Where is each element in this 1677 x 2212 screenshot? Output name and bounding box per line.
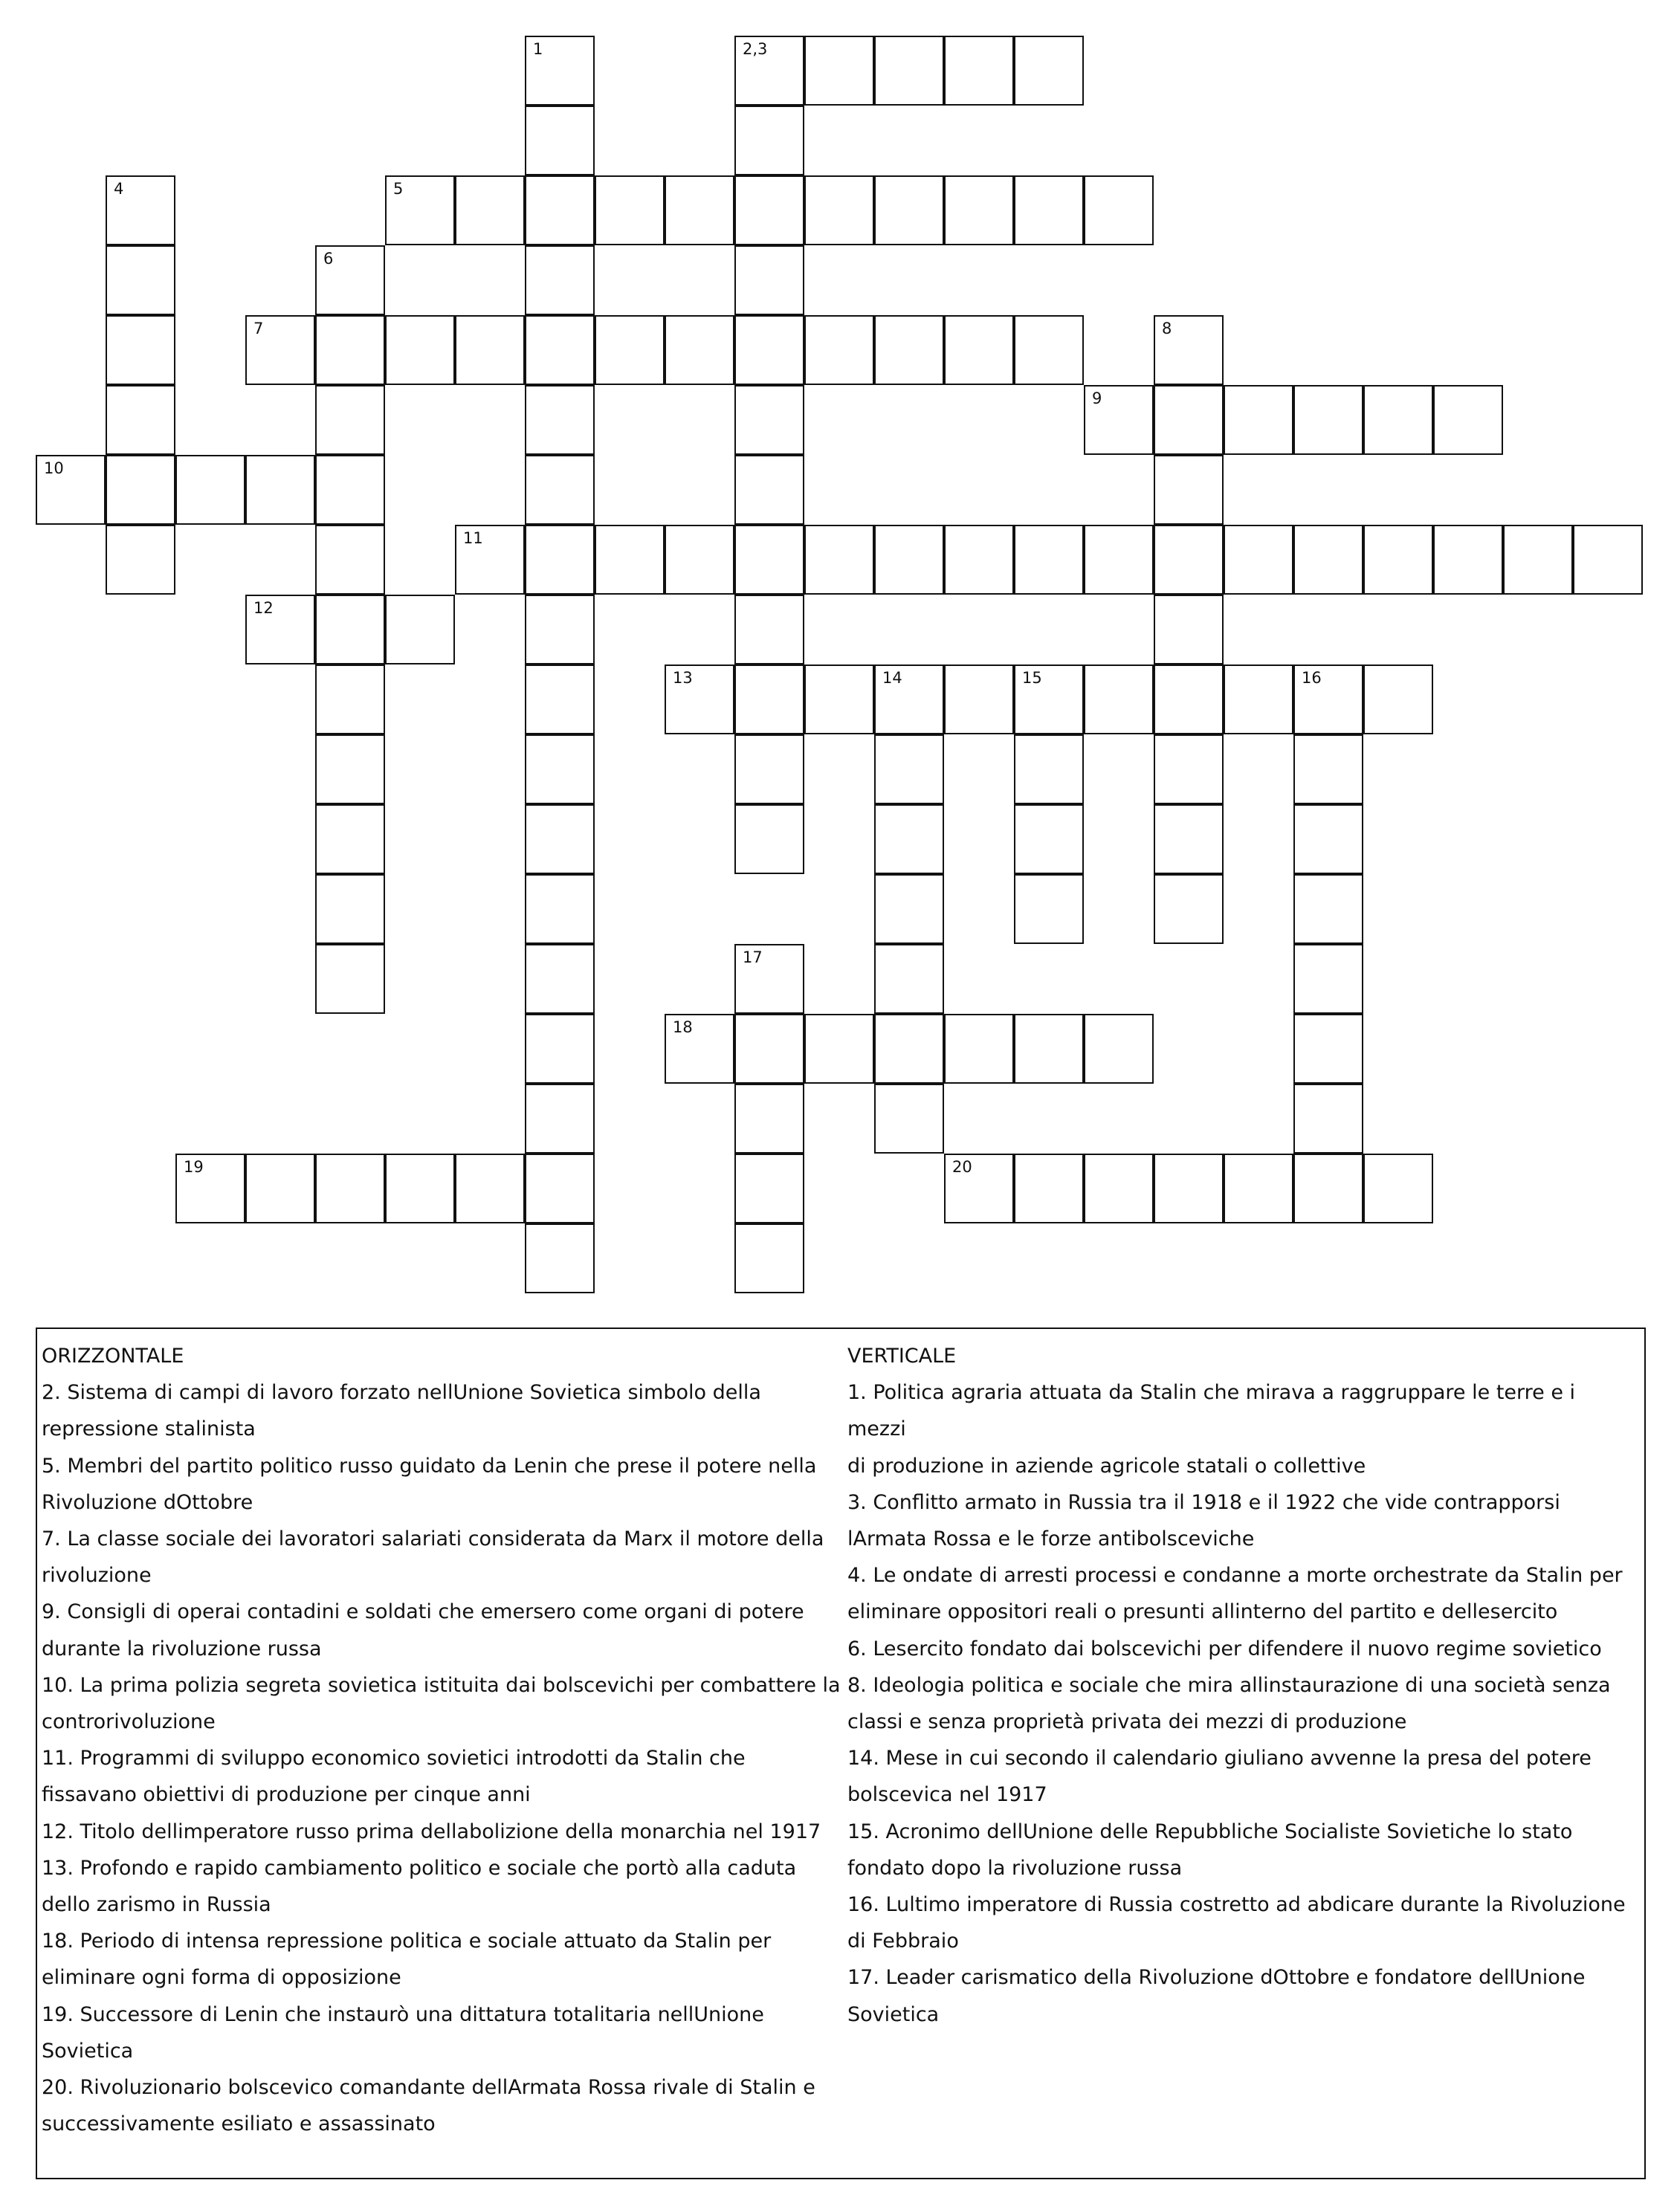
down-clue-line: Sovietica (847, 2002, 940, 2026)
grid-cell[interactable] (1224, 1154, 1293, 1223)
grid-cell[interactable] (1154, 874, 1224, 944)
down-clue-line: 17. Leader carismatico della Rivoluzione dOttobre e fondatore dellUnione (847, 1966, 1586, 1990)
down-clue-line: 16. Lultimo imperatore di Russia costretto ad abdicare durante la Rivoluzione (847, 1893, 1626, 1917)
grid-cell[interactable] (734, 106, 804, 175)
grid-cell[interactable] (175, 1154, 245, 1223)
grid-cell[interactable] (734, 664, 804, 734)
across-clue-line: 9. Consigli di operai contadini e soldati che emersero come organi di potere (42, 1600, 804, 1624)
clue-box (36, 1327, 1646, 2179)
grid-cell[interactable] (665, 525, 734, 595)
grid-cell[interactable] (455, 1154, 525, 1223)
down-clue-line: 14. Mese in cui secondo il calendario giuliano avvenne la presa del potere (847, 1747, 1592, 1770)
grid-cell[interactable] (1014, 525, 1084, 595)
clue-number: 11 (463, 529, 483, 547)
across-clue-line: 19. Successore di Lenin che instaurò una dittatura totalitaria nellUnione (42, 2002, 764, 2026)
grid-cell[interactable] (665, 315, 734, 385)
across-clue-line: 18. Periodo di intensa repressione politica e sociale attuato da Stalin per (42, 1930, 772, 1953)
grid-cell[interactable] (525, 804, 595, 874)
grid-cell[interactable] (734, 804, 804, 874)
grid-cell[interactable] (944, 1014, 1014, 1084)
grid-cell[interactable] (734, 315, 804, 385)
grid-cell[interactable] (385, 595, 455, 664)
down-clue-line: classi e senza proprietà privata dei mezzi di produzione (847, 1710, 1407, 1734)
grid-cell[interactable] (595, 175, 665, 245)
grid-cell[interactable] (315, 804, 385, 874)
grid-cell[interactable] (1084, 664, 1154, 734)
clue-number: 14 (882, 669, 902, 687)
clue-number: 2,3 (743, 40, 768, 58)
down-heading: VERTICALE (847, 1345, 957, 1368)
clue-number: 7 (253, 320, 264, 337)
grid-cell[interactable] (1293, 664, 1363, 734)
grid-cell[interactable] (1224, 525, 1293, 595)
grid-cell[interactable] (874, 525, 944, 595)
across-clue-line: rivoluzione (42, 1564, 152, 1588)
grid-cell[interactable] (245, 595, 315, 664)
grid-cell[interactable] (1293, 1084, 1363, 1154)
grid-cell[interactable] (1014, 36, 1084, 106)
grid-cell[interactable] (385, 175, 455, 245)
grid-cell[interactable] (1503, 525, 1573, 595)
grid-cell[interactable] (595, 315, 665, 385)
grid-cell[interactable] (1293, 874, 1363, 944)
grid-cell[interactable] (874, 664, 944, 734)
grid-cell[interactable] (1014, 804, 1084, 874)
down-clue-line: di Febbraio (847, 1930, 959, 1953)
grid-cell[interactable] (315, 315, 385, 385)
grid-cell[interactable] (734, 734, 804, 804)
grid-cell[interactable] (734, 455, 804, 525)
grid-cell[interactable] (1154, 664, 1224, 734)
clue-number: 12 (253, 599, 274, 617)
grid-cell[interactable] (1084, 385, 1154, 455)
grid-cell[interactable] (804, 525, 874, 595)
grid-cell[interactable] (944, 525, 1014, 595)
grid-cell[interactable] (1363, 385, 1433, 455)
grid-cell[interactable] (525, 1223, 595, 1293)
grid-cell[interactable] (1573, 525, 1643, 595)
across-clues (42, 1338, 844, 2142)
grid-cell[interactable] (1293, 944, 1363, 1014)
grid-cell[interactable] (734, 175, 804, 245)
across-clue-line: durante la rivoluzione russa (42, 1637, 322, 1660)
grid-cell[interactable] (1154, 1154, 1224, 1223)
across-clue-line: 10. La prima polizia segreta sovietica istituita dai bolscevichi per combattere la (42, 1673, 841, 1697)
across-clue-line: successivamente esiliato e assassinato (42, 2112, 436, 2136)
grid-cell[interactable] (36, 455, 106, 525)
across-clue-line: 7. La classe sociale dei lavoratori salariati considerata da Marx il motore della (42, 1527, 824, 1551)
grid-cell[interactable] (106, 245, 175, 315)
grid-cell[interactable] (525, 175, 595, 245)
across-heading: ORIZZONTALE (42, 1345, 184, 1368)
grid-cell[interactable] (734, 944, 804, 1014)
grid-cell[interactable] (1014, 874, 1084, 944)
grid-cell[interactable] (1154, 525, 1224, 595)
across-clue-line: Sovietica (42, 2039, 134, 2063)
down-clue-line: 4. Le ondate di arresti processi e condanne a morte orchestrate da Stalin per (847, 1564, 1623, 1588)
grid-cell[interactable] (245, 455, 315, 525)
grid-cell[interactable] (525, 106, 595, 175)
clue-number: 9 (1092, 389, 1102, 407)
grid-cell[interactable] (874, 1084, 944, 1154)
grid-cell[interactable] (455, 315, 525, 385)
grid-cell[interactable] (315, 734, 385, 804)
grid-cell[interactable] (1154, 804, 1224, 874)
grid-cell[interactable] (1224, 664, 1293, 734)
grid-cell[interactable] (874, 944, 944, 1014)
grid-cell[interactable] (525, 36, 595, 106)
down-clue-line: di produzione in aziende agricole statali o collettive (847, 1454, 1366, 1478)
grid-cell[interactable] (315, 944, 385, 1014)
down-clue-line: lArmata Rossa e le forze antibolsceviche (847, 1527, 1255, 1551)
grid-cell[interactable] (734, 1014, 804, 1084)
grid-cell[interactable] (315, 874, 385, 944)
down-clue-line: 3. Conflitto armato in Russia tra il 1918 e il 1922 che vide contrapporsi (847, 1490, 1560, 1514)
grid-cell[interactable] (1014, 1014, 1084, 1084)
grid-cell[interactable] (1014, 734, 1084, 804)
grid-cell[interactable] (525, 734, 595, 804)
grid-cell[interactable] (315, 385, 385, 455)
grid-cell[interactable] (315, 595, 385, 664)
across-clue-list (42, 1374, 844, 2142)
grid-cell[interactable] (525, 525, 595, 595)
grid-cell[interactable] (874, 734, 944, 804)
down-clues (847, 1338, 1638, 2033)
clue-number: 13 (673, 669, 693, 687)
grid-cell[interactable] (1293, 1154, 1363, 1223)
grid-cell[interactable] (1224, 385, 1293, 455)
grid-cell[interactable] (734, 595, 804, 664)
across-clue-line: 11. Programmi di sviluppo economico sovietici introdotti da Stalin che (42, 1747, 746, 1770)
grid-cell[interactable] (1084, 175, 1154, 245)
grid-cell[interactable] (1154, 455, 1224, 525)
grid-cell[interactable] (804, 315, 874, 385)
down-clue-line: 6. Lesercito fondato dai bolscevichi per difendere il nuovo regime sovietico (847, 1637, 1602, 1660)
grid-cell[interactable] (1293, 734, 1363, 804)
grid-cell[interactable] (944, 1154, 1014, 1223)
grid-cell[interactable] (944, 315, 1014, 385)
grid-cell[interactable] (665, 664, 734, 734)
grid-cell[interactable] (734, 1223, 804, 1293)
grid-cell[interactable] (525, 1084, 595, 1154)
grid-cell[interactable] (525, 385, 595, 455)
grid-cell[interactable] (804, 664, 874, 734)
grid-cell[interactable] (874, 36, 944, 106)
grid-cell[interactable] (804, 175, 874, 245)
across-clue-line: 12. Titolo dellimperatore russo prima dellabolizione della monarchia nel 1917 (42, 1820, 821, 1843)
grid-cell[interactable] (1293, 385, 1363, 455)
across-clue-line: eliminare ogni forma di opposizione (42, 1966, 401, 1990)
across-clue-line: 13. Profondo e rapido cambiamento politico e sociale che portò alla caduta (42, 1856, 797, 1880)
grid-cell[interactable] (874, 175, 944, 245)
grid-cell[interactable] (525, 245, 595, 315)
across-clue-line: repressione stalinista (42, 1417, 256, 1441)
grid-cell[interactable] (1363, 525, 1433, 595)
grid-cell[interactable] (804, 36, 874, 106)
grid-cell[interactable] (525, 1014, 595, 1084)
grid-cell[interactable] (245, 1154, 315, 1223)
grid-cell[interactable] (385, 1154, 455, 1223)
down-clue-line: 15. Acronimo dellUnione delle Repubbliche Socialiste Sovietiche lo stato (847, 1820, 1573, 1843)
clue-number: 8 (1162, 320, 1172, 337)
clue-number: 4 (114, 180, 124, 198)
grid-cell[interactable] (1293, 525, 1363, 595)
grid-cell[interactable] (944, 36, 1014, 106)
grid-cell[interactable] (874, 315, 944, 385)
across-clue-line: 5. Membri del partito politico russo guidato da Lenin che prese il potere nella (42, 1454, 817, 1478)
across-clue-line: fissavano obiettivi di produzione per cinque anni (42, 1783, 531, 1807)
grid-cell[interactable] (874, 874, 944, 944)
grid-cell[interactable] (1363, 1154, 1433, 1223)
grid-cell[interactable] (734, 1154, 804, 1223)
clue-number: 20 (952, 1158, 972, 1176)
grid-cell[interactable] (106, 525, 175, 595)
grid-cell[interactable] (944, 175, 1014, 245)
clue-number: 18 (673, 1018, 693, 1036)
grid-cell[interactable] (1293, 804, 1363, 874)
grid-cell[interactable] (525, 595, 595, 664)
grid-cell[interactable] (1433, 385, 1503, 455)
down-clue-line: bolscevica nel 1917 (847, 1783, 1047, 1807)
grid-cell[interactable] (525, 944, 595, 1014)
grid-cell[interactable] (1433, 525, 1503, 595)
grid-cell[interactable] (525, 664, 595, 734)
grid-cell[interactable] (315, 455, 385, 525)
clue-number: 10 (44, 459, 64, 477)
grid-cell[interactable] (1084, 525, 1154, 595)
grid-cell[interactable] (1014, 315, 1084, 385)
grid-cell[interactable] (1363, 664, 1433, 734)
grid-cell[interactable] (525, 874, 595, 944)
grid-cell[interactable] (1014, 1154, 1084, 1223)
grid-cell[interactable] (734, 1084, 804, 1154)
grid-cell[interactable] (106, 175, 175, 245)
across-clue-line: dello zarismo in Russia (42, 1893, 271, 1917)
down-clue-line: 1. Politica agraria attuata da Stalin che mirava a raggruppare le terre e i mezzi (847, 1381, 1576, 1441)
grid-cell[interactable] (734, 525, 804, 595)
grid-cell[interactable] (1084, 1014, 1154, 1084)
grid-cell[interactable] (106, 455, 175, 525)
grid-cell[interactable] (315, 245, 385, 315)
grid-cell[interactable] (525, 315, 595, 385)
grid-cell[interactable] (1154, 734, 1224, 804)
grid-cell[interactable] (315, 1154, 385, 1223)
grid-cell[interactable] (455, 525, 525, 595)
clue-number: 6 (323, 250, 334, 268)
grid-cell[interactable] (734, 245, 804, 315)
across-clue-line: controrivoluzione (42, 1710, 216, 1734)
down-clue-list (847, 1374, 1638, 2033)
down-clue-line: eliminare oppositori reali o presunti allinterno del partito e dellesercito (847, 1600, 1558, 1624)
down-clue-line: 8. Ideologia politica e sociale che mira allinstaurazione di una società senza (847, 1673, 1611, 1697)
clue-number: 19 (184, 1158, 204, 1176)
grid-cell[interactable] (1154, 595, 1224, 664)
clue-number: 15 (1022, 669, 1042, 687)
clue-number: 1 (533, 40, 543, 58)
grid-cell[interactable] (595, 525, 665, 595)
down-clue-line: fondato dopo la rivoluzione russa (847, 1856, 1183, 1880)
grid-cell[interactable] (1154, 385, 1224, 455)
grid-cell[interactable] (874, 1014, 944, 1084)
grid-cell[interactable] (106, 385, 175, 455)
grid-cell[interactable] (874, 804, 944, 874)
across-clue-line: 2. Sistema di campi di lavoro forzato nellUnione Sovietica simbolo della (42, 1381, 761, 1405)
grid-cell[interactable] (734, 36, 804, 106)
grid-cell[interactable] (804, 1014, 874, 1084)
grid-cell[interactable] (106, 315, 175, 385)
grid-cell[interactable] (1293, 1014, 1363, 1084)
grid-cell[interactable] (175, 455, 245, 525)
grid-cell[interactable] (1154, 315, 1224, 385)
across-clue-line: 20. Rivoluzionario bolscevico comandante dellArmata Rossa rivale di Stalin e (42, 2076, 815, 2100)
grid-cell[interactable] (525, 455, 595, 525)
grid-cell[interactable] (525, 1154, 595, 1223)
grid-cell[interactable] (1084, 1154, 1154, 1223)
grid-cell[interactable] (734, 385, 804, 455)
grid-cell[interactable] (1014, 175, 1084, 245)
grid-cell[interactable] (315, 525, 385, 595)
across-clue-line: Rivoluzione dOttobre (42, 1490, 253, 1514)
grid-cell[interactable] (944, 664, 1014, 734)
grid-cell[interactable] (455, 175, 525, 245)
grid-cell[interactable] (315, 664, 385, 734)
clue-number: 17 (743, 948, 763, 966)
clue-number: 16 (1302, 669, 1322, 687)
grid-cell[interactable] (665, 175, 734, 245)
grid-cell[interactable] (385, 315, 455, 385)
grid-cell[interactable] (665, 1014, 734, 1084)
clue-number: 5 (393, 180, 404, 198)
grid-cell[interactable] (245, 315, 315, 385)
grid-cell[interactable] (1014, 664, 1084, 734)
